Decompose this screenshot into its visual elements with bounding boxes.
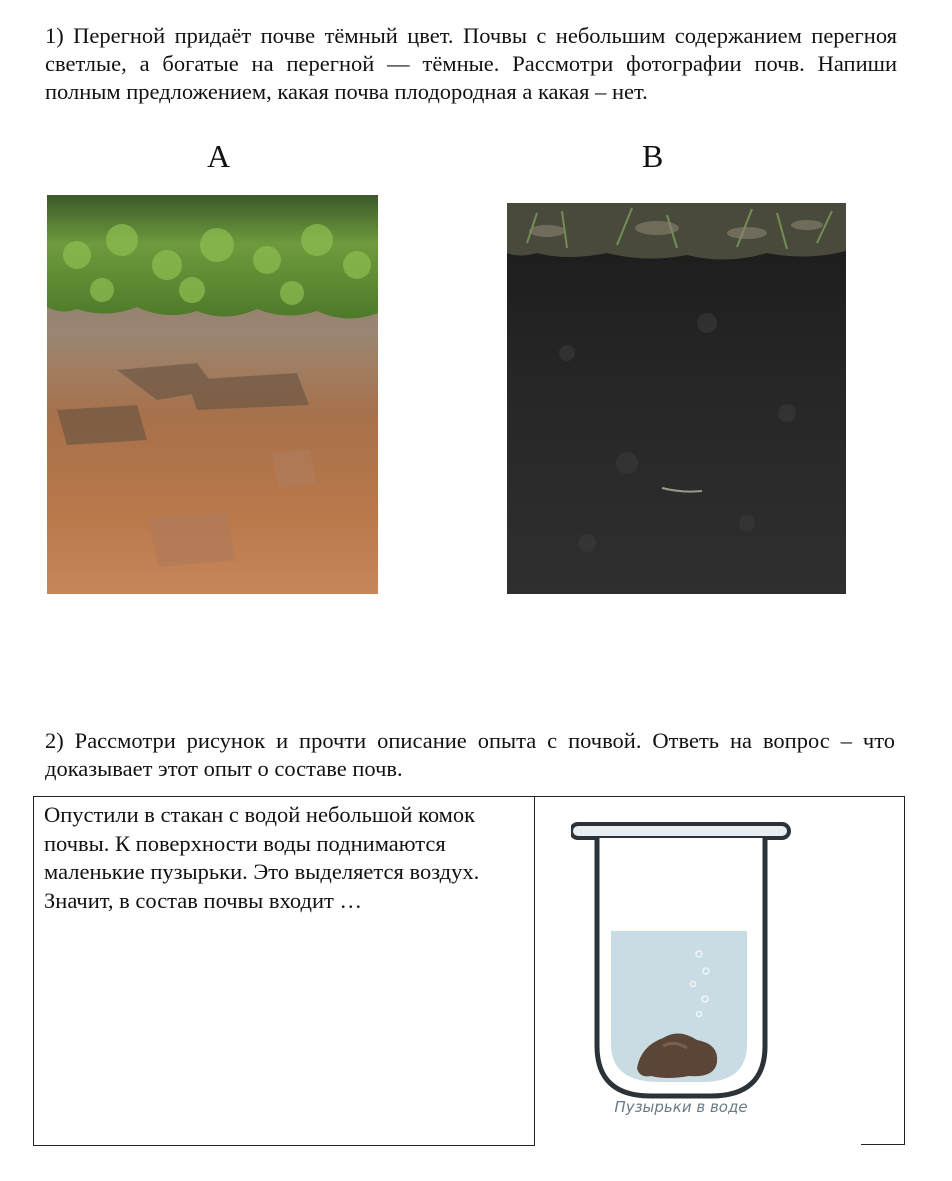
task-2-text: 2) Рассмотри рисунок и прочти описание опыта с почвой. Ответь на вопрос – что доказывает этот опыт о составе почв. — [45, 728, 895, 781]
photo-dark-soil — [507, 203, 846, 594]
tube-rim — [571, 824, 789, 838]
task-1-text: 1) Перегной придаёт почве тёмный цвет. Почвы с небольшим содержанием перегноя светлые, а богатые на перегной — тёмные. Рассмотри фотографии почв. Напиши полным предложением, какая почва плодородная а какая – нет. — [45, 23, 897, 104]
table-border-right — [904, 796, 905, 1145]
table-border-top — [533, 796, 904, 797]
experiment-description-cell — [33, 796, 535, 1146]
photo-light-soil — [47, 195, 378, 594]
figure-caption: Пузырьки в воде — [614, 1098, 748, 1116]
photo-b-label: В — [642, 138, 664, 174]
experiment-table — [33, 796, 905, 1146]
photo-a-label: А — [207, 138, 231, 174]
test-tube-figure — [571, 806, 791, 1136]
table-border-bottom — [861, 1144, 905, 1145]
experiment-description: Опустили в стакан с водой небольшой комок почвы. К поверхности воды поднимаются маленькие пузырьки. Это выделяется воздух. Значит, в состав почвы входит … — [44, 802, 480, 913]
